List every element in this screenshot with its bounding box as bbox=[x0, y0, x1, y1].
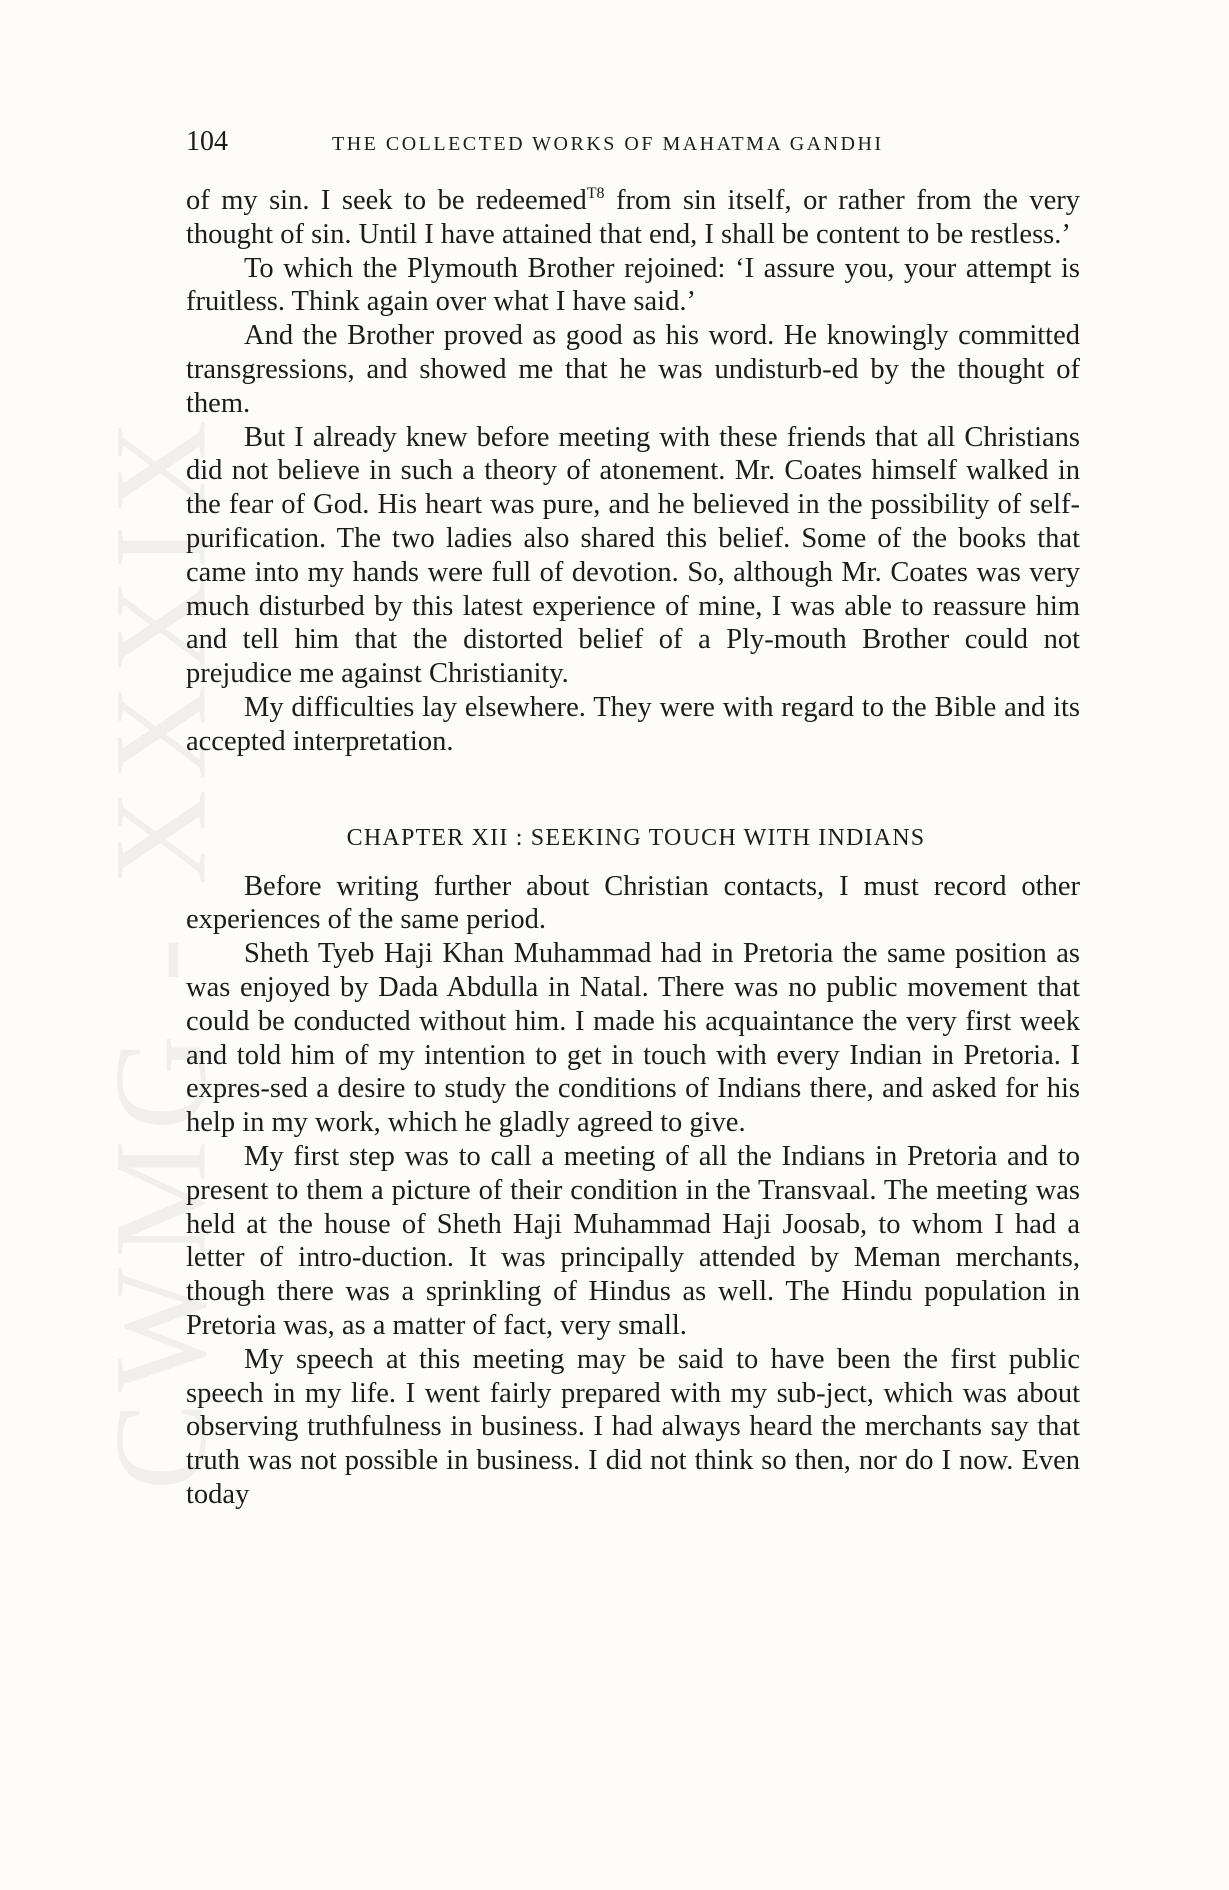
chapter-paragraph-3: My first step was to call a meeting of all the Indians in Pretoria and to present to them a picture of their condition in the Transvaal. The meeting was held at the house of Sheth Haji Muhammad Haji Joosab, to whom I had a letter of intro-duction. It was principally attended by Meman merchants, though there was a sprinkling of Hindus as well. The Hindu population in Pretoria was, as a matter of fact, very small. bbox=[186, 1140, 1080, 1341]
paragraph-2: To which the Plymouth Brother rejoined: ‘I assure you, your attempt is fruitless. Think again over what I have said.’ bbox=[186, 252, 1080, 318]
watermark-text: CWMG - XXXIX bbox=[86, 409, 234, 1491]
paragraph-1-continuation: from sin itself, or rather from the very thought of sin. Until I have attained that end, I shall be content to be restless.’ bbox=[186, 185, 1080, 250]
page-content bbox=[186, 126, 1080, 1512]
chapter-paragraph-2: Sheth Tyeb Haji Khan Muhammad had in Pretoria the same position as was enjoyed by Dada Abdulla in Natal. There was no public movement that could be conducted without him. I made his acquaintance the very first week and told him of my intention to get in touch with every Indian in Pretoria. I expres-sed a desire to study the conditions of Indians there, and asked for his help in my work, which he gladly agreed to give. bbox=[186, 938, 1080, 1139]
paragraph-1-text: of my sin. I seek to be redeemed bbox=[186, 185, 587, 216]
running-title: THE COLLECTED WORKS OF MAHATMA GANDHI bbox=[332, 133, 884, 155]
running-head bbox=[186, 126, 1080, 166]
paragraph-4: But I already knew before meeting with these friends that all Christians did not believe in such a theory of atonement. Mr. Coates himself walked in the fear of God. His heart was pure, and he believed in the possibility of self-purification. The two ladies also shared this belief. Some of the books that came into my hands were full of devotion. So, although Mr. Coates was very much disturbed by this latest experience of mine, I was able to reassure him and tell him that the distorted belief of a Ply-mouth Brother could not prejudice me against Christianity. bbox=[186, 421, 1080, 690]
paragraph-3: And the Brother proved as good as his word. He knowingly committed transgressions, and showed me that he was undisturb-ed by the thought of them. bbox=[186, 320, 1080, 419]
chapter-heading: CHAPTER XII : SEEKING TOUCH WITH INDIANS bbox=[346, 824, 926, 851]
paragraph-5: My difficulties lay elsewhere. They were with regard to the Bible and its accepted interpretation. bbox=[186, 691, 1080, 757]
page-number: 104 bbox=[186, 126, 228, 157]
paragraph-1 bbox=[186, 184, 1080, 252]
footnote-marker: T8 bbox=[586, 185, 605, 202]
chapter-paragraph-4: My speech at this meeting may be said to have been the first public speech in my life. I went fairly prepared with my sub-ject, which was about observing truthfulness in business. I had always heard the merchants say that truth was not possible in business. I did not think so then, nor do I now. Even today bbox=[186, 1343, 1080, 1510]
chapter-paragraph-1: Before writing further about Christian contacts, I must record other experiences of the same period. bbox=[186, 870, 1080, 936]
